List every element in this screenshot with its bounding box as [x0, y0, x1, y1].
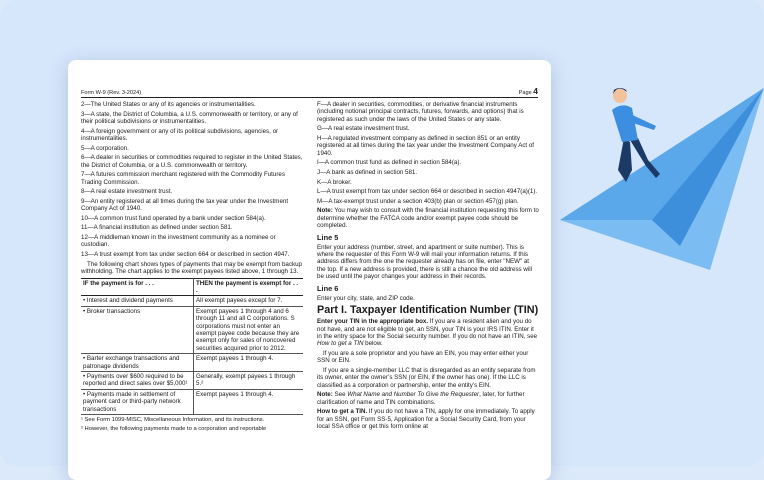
fatca-note	[317, 207, 539, 229]
table-header: IF the payment is for . . .	[81, 278, 194, 296]
chart-intro: The following chart shows types of payments that may be exempt from backup withholding. The chart applies to the exempt payees listed above, 1 through 13.	[81, 260, 302, 275]
list-item: 11—A financial institution as defined under section 581.	[81, 224, 233, 232]
tin-bold: Enter your TIN in the appropriate box.	[317, 318, 429, 326]
header-rule	[81, 97, 538, 98]
llc-paragraph: If you are a single-member LLC that is disregarded as an entity separate from its owner, enter the owner’s SSN (or EIN, if the owner has one). If the LLC is classified as a corporation or partnership, enter the entity’s EIN.	[317, 367, 536, 389]
how-text: If you do not have a TIN, apply for one immediately. To apply for an SSN, get Form SS-5, Application for a Social Security Card, from your local SSA office or get this form online at	[317, 408, 535, 431]
list-item: 7—A futures commission merchant registered with the Commodity Futures Trading Commission.	[81, 171, 285, 186]
list-item: I—A common trust fund as defined in section 584(a).	[317, 159, 462, 167]
list-item: 9—An entity registered at all times during the tax year under the Investment Company Act of 1940.	[81, 197, 289, 213]
table-row	[81, 354, 303, 372]
tin-paragraph	[317, 318, 539, 348]
list-item: 12—A middleman known in the investment community as a nominee or custodian.	[81, 233, 276, 249]
table-cell: Exempt payees 1 through 4.	[194, 354, 304, 372]
form-title: Form W-9 (Rev. 3-2024)	[81, 90, 142, 96]
page-number	[519, 86, 538, 96]
table-row	[81, 296, 303, 306]
footnote: ² However, the following payments made to a corporation and reportable	[81, 426, 267, 433]
list-item: K—A broker.	[317, 178, 352, 186]
note-label: Note:	[317, 391, 333, 399]
note-pre: See	[332, 391, 348, 399]
note-italic: What Name and Number To Give the Requester	[347, 391, 480, 399]
list-item: M—A tax-exempt trust under a section 403(b) plan or section 457(g) plan.	[317, 197, 519, 205]
tin-text: If you are a resident alien and you do not have, and are not eligible to get, an SSN, your TIN is your IRS ITIN. Enter it in the entry space for the Social security number. If you do not have an ITIN, see	[317, 318, 538, 341]
table-cell: • Broker transactions	[81, 306, 194, 353]
tin-end: below.	[363, 340, 383, 348]
table-row	[81, 389, 303, 414]
list-item: 5—A corporation.	[81, 144, 129, 152]
note-label: Note:	[317, 207, 333, 215]
paper-plane-illustration	[560, 70, 764, 270]
table-cell: Exempt payees 1 through 4.	[194, 389, 304, 414]
how-to-get-tin	[317, 408, 539, 430]
how-bold: How to get a TIN.	[317, 408, 368, 416]
list-item: 4—A foreign government or any of its political subdivisions, agencies, or instrumentalities.	[81, 127, 279, 142]
list-item: J—A bank as defined in section 581.	[317, 169, 418, 176]
note-text: You may wish to consult with the financial institution requesting this form to determine whether the FATCA code and/or exempt payee code should be completed.	[317, 207, 539, 230]
table-header-row	[81, 278, 303, 296]
table-header: THEN the payment is exempt for . . .	[194, 278, 304, 296]
list-item: L—A trust exempt from tax under section 664 or described in section 4947(a)(1).	[317, 188, 538, 196]
list-item: H—A regulated investment company as defined in section 851 or an entity registered at all times during the tax year under the Investment Company Act of 1940.	[317, 135, 535, 157]
table-row	[81, 306, 303, 353]
page-label: Page	[518, 90, 532, 96]
table-row	[81, 372, 303, 390]
person-head	[613, 89, 627, 103]
note-post: , later, for further clarification of name and TIN combinations.	[317, 391, 525, 406]
table-cell: • Payments made in settlement of payment card or third-party network transactions	[81, 389, 194, 414]
line5-heading: Line 5	[317, 232, 339, 242]
list-item: 3—A state, the District of Columbia, a U.S. commonwealth or territory, or any of their political subdivisions or instrumentalities.	[81, 110, 298, 125]
list-item: 10—A common trust fund operated by a bank under section 584(a).	[81, 214, 266, 222]
page-num: 4	[533, 86, 538, 96]
sole-prop-paragraph: If you are a sole proprietor and you have an EIN, you may enter either your SSN or EIN.	[317, 350, 529, 365]
right-column	[317, 101, 539, 433]
person-shirt	[612, 105, 638, 142]
line5-text: Enter your address (number, street, and apartment or suite number). This is where the requester of this Form W-9 will mail your information returns. If this address differs from the one the requester already has on file, enter "NEW" at the top. If a new address is provided, there is still a chance the old address will be used until the payor changes your address in their records.	[317, 243, 532, 281]
tin-italic: How to get a TIN	[317, 340, 364, 348]
footnote: ¹ See Form 1099-MISC, Miscellaneous Information, and its instructions.	[81, 417, 265, 424]
list-item: F—A dealer in securities, commodities, or derivative financial instruments (including notional principal contracts, futures, forwards, and options) that is registered as such under the laws of the United States or any state.	[317, 101, 524, 123]
table-cell: • Barter exchange transactions and patronage dividends	[81, 354, 194, 372]
list-item: G—A real estate investment trust.	[317, 125, 410, 133]
exempt-payments-table	[81, 278, 303, 416]
list-item: 13—A trust exempt from tax under section 664 or described in section 4947.	[81, 250, 290, 258]
part1-heading: Part I. Taxpayer Identification Number (TIN)	[317, 304, 539, 317]
list-item: 2—The United States or any of its agencies or instrumentalities.	[81, 101, 256, 108]
form-w9-page	[68, 60, 551, 480]
list-item: 8—A real estate investment trust.	[81, 188, 173, 196]
page-header	[81, 86, 538, 96]
table-cell: • Interest and dividend payments	[81, 296, 194, 306]
line6-heading: Line 6	[317, 283, 339, 293]
table-cell: • Payments over $600 required to be reported and direct sales over $5,000¹	[81, 372, 194, 390]
table-cell: All exempt payees except for 7.	[194, 296, 304, 306]
list-item: 6—A dealer in securities or commodities required to register in the United States, the District of Columbia, or a U.S. commonwealth or territory.	[81, 154, 303, 169]
table-cell: Generally, exempt payees 1 through 5.²	[194, 372, 304, 390]
left-column	[81, 101, 303, 435]
table-cell: Exempt payees 1 through 4 and 6 through 11 and all C corporations. S corporations must not enter an exempt payee code because they are exempt only for sales of noncovered securities acquired prior to 2012.	[194, 306, 304, 353]
line6-text: Enter your city, state, and ZIP code.	[317, 294, 415, 302]
name-number-note	[317, 391, 539, 406]
person-figure	[612, 88, 660, 182]
